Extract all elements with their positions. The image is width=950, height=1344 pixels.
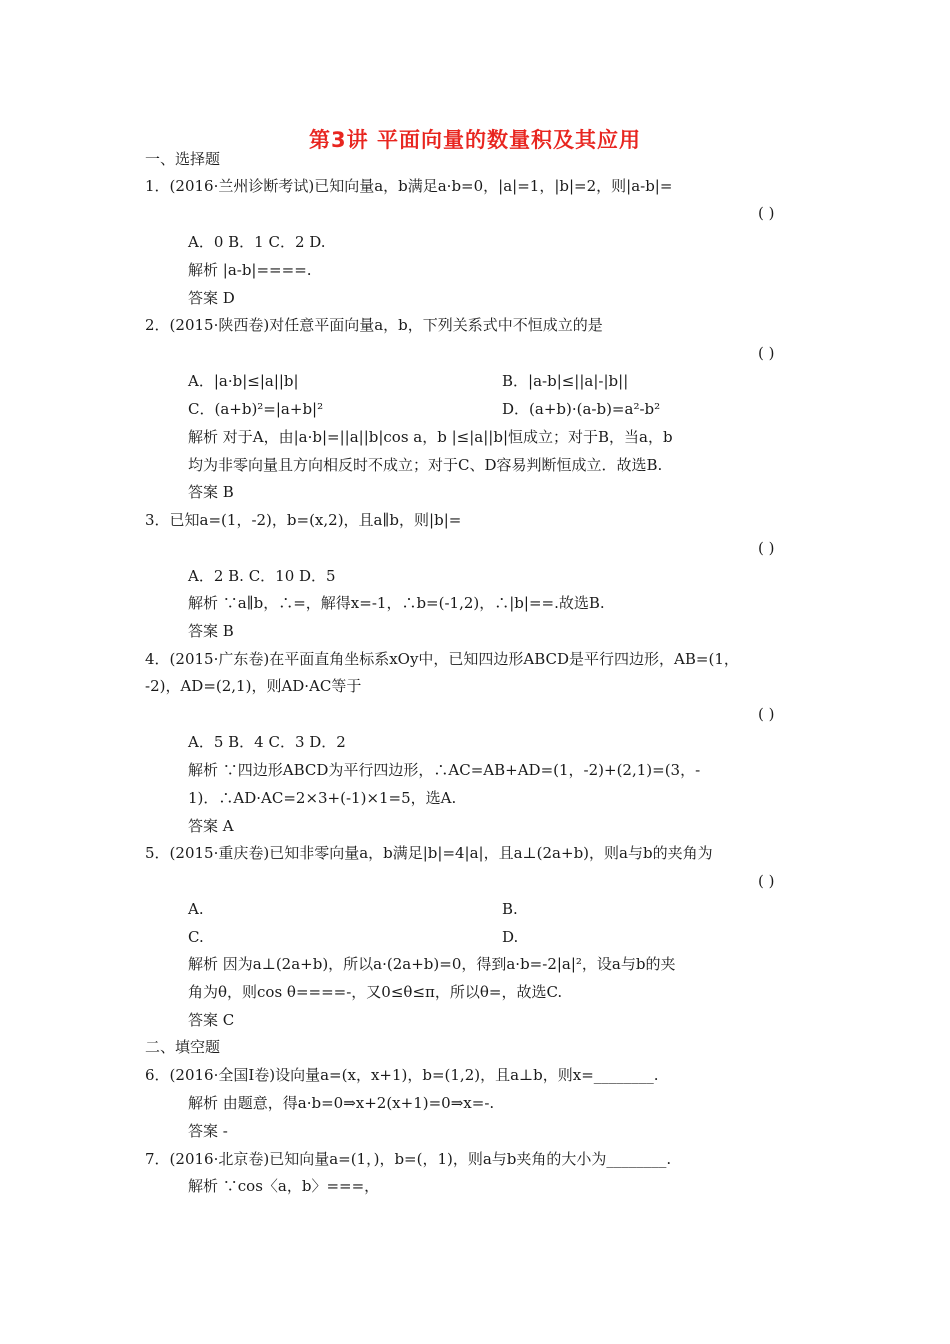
question-6-analysis: 解析 由题意，得a·b=0⇒x+2(x+1)=0⇒x=-. <box>188 1094 495 1112</box>
question-4-stem-line1: 4．(2015·广东卷)在平面直角坐标系xOy中，已知四边形ABCD是平行四边形，AB=(1， <box>145 650 739 668</box>
question-1-stem: 1．(2016·兰州诊断考试)已知向量a，b满足a·b=0，|a|=1，|b|=2，则|a-b|= <box>145 177 673 195</box>
question-2-option-d: D．(a+b)·(a-b)=a²-b² <box>502 400 661 418</box>
question-1-options: A．0 B．1 C．2 D. <box>188 233 326 251</box>
question-5-stem: 5．(2015·重庆卷)已知非零向量a，b满足|b|=4|a|，且a⊥(2a+b)，则a与b的夹角为 <box>145 844 713 862</box>
answer-paren: ( ) <box>758 539 775 557</box>
question-3-analysis: 解析 ∵a∥b，∴=，解得x=-1，∴b=(-1,2)，∴|b|==.故选B. <box>188 594 605 612</box>
question-5-analysis-line1: 解析 因为a⊥(2a+b)，所以a·(2a+b)=0，得到a·b=-2|a|²，设a与b的夹 <box>188 955 676 973</box>
question-4-analysis-line1: 解析 ∵四边形ABCD为平行四边形，∴AC=AB+AD=(1，-2)+(2,1)=(3，- <box>188 761 701 779</box>
page-title: 第3讲 平面向量的数量积及其应用 <box>309 128 641 152</box>
question-3-stem: 3．已知a=(1，-2)，b=(x,2)，且a∥b，则|b|= <box>145 511 462 529</box>
answer-paren: ( ) <box>758 872 775 890</box>
question-6-stem: 6．(2016·全国Ⅰ卷)设向量a=(x，x+1)，b=(1,2)，且a⊥b，则x=________. <box>145 1066 659 1084</box>
question-5-option-d: D. <box>502 928 519 946</box>
question-7-analysis: 解析 ∵cos〈a，b〉===， <box>188 1177 380 1195</box>
question-5-answer: 答案 C <box>188 1011 235 1029</box>
section-heading-choice: 一、选择题 <box>145 150 221 168</box>
question-2-option-c: C．(a+b)²=|a+b|² <box>188 400 324 418</box>
answer-paren: ( ) <box>758 705 775 723</box>
question-4-analysis-line2: 1)．∴AD·AC=2×3+(-1)×1=5，选A. <box>188 789 457 807</box>
question-2-option-a: A．|a·b|≤|a||b| <box>188 372 299 390</box>
question-5-analysis-line2: 角为θ，则cos θ====-，又0≤θ≤π，所以θ=，故选C. <box>188 983 563 1001</box>
question-1-answer: 答案 D <box>188 289 235 307</box>
question-4-options: A．5 B．4 C．3 D．2 <box>188 733 346 751</box>
question-3-options: A．2 B. C．10 D．5 <box>188 567 336 585</box>
question-7-stem: 7．(2016·北京卷)已知向量a=(1，)，b=(，1)，则a与b夹角的大小为________. <box>145 1150 672 1168</box>
question-2-option-b: B．|a-b|≤||a|-|b|| <box>502 372 629 390</box>
question-2-stem: 2．(2015·陕西卷)对任意平面向量a，b，下列关系式中不恒成立的是 <box>145 316 603 334</box>
question-1-analysis: 解析 |a-b|====. <box>188 261 312 279</box>
question-5-option-c: C. <box>188 928 204 946</box>
question-2-answer: 答案 B <box>188 483 234 501</box>
question-4-answer: 答案 A <box>188 817 234 835</box>
section-heading-fill: 二、填空题 <box>145 1038 221 1056</box>
question-2-analysis-line2: 均为非零向量且方向相反时不成立；对于C、D容易判断恒成立．故选B. <box>188 456 663 474</box>
answer-paren: ( ) <box>758 204 775 222</box>
question-2-analysis-line1: 解析 对于A，由|a·b|=||a||b|cos a，b |≤|a||b|恒成立；对于B，当a，b <box>188 428 673 446</box>
question-5-option-b: B. <box>502 900 518 918</box>
answer-paren: ( ) <box>758 344 775 362</box>
question-6-answer: 答案 - <box>188 1122 228 1140</box>
question-5-option-a: A. <box>188 900 204 918</box>
question-4-stem-line2: -2)，AD=(2,1)，则AD·AC等于 <box>145 677 362 695</box>
question-3-answer: 答案 B <box>188 622 234 640</box>
